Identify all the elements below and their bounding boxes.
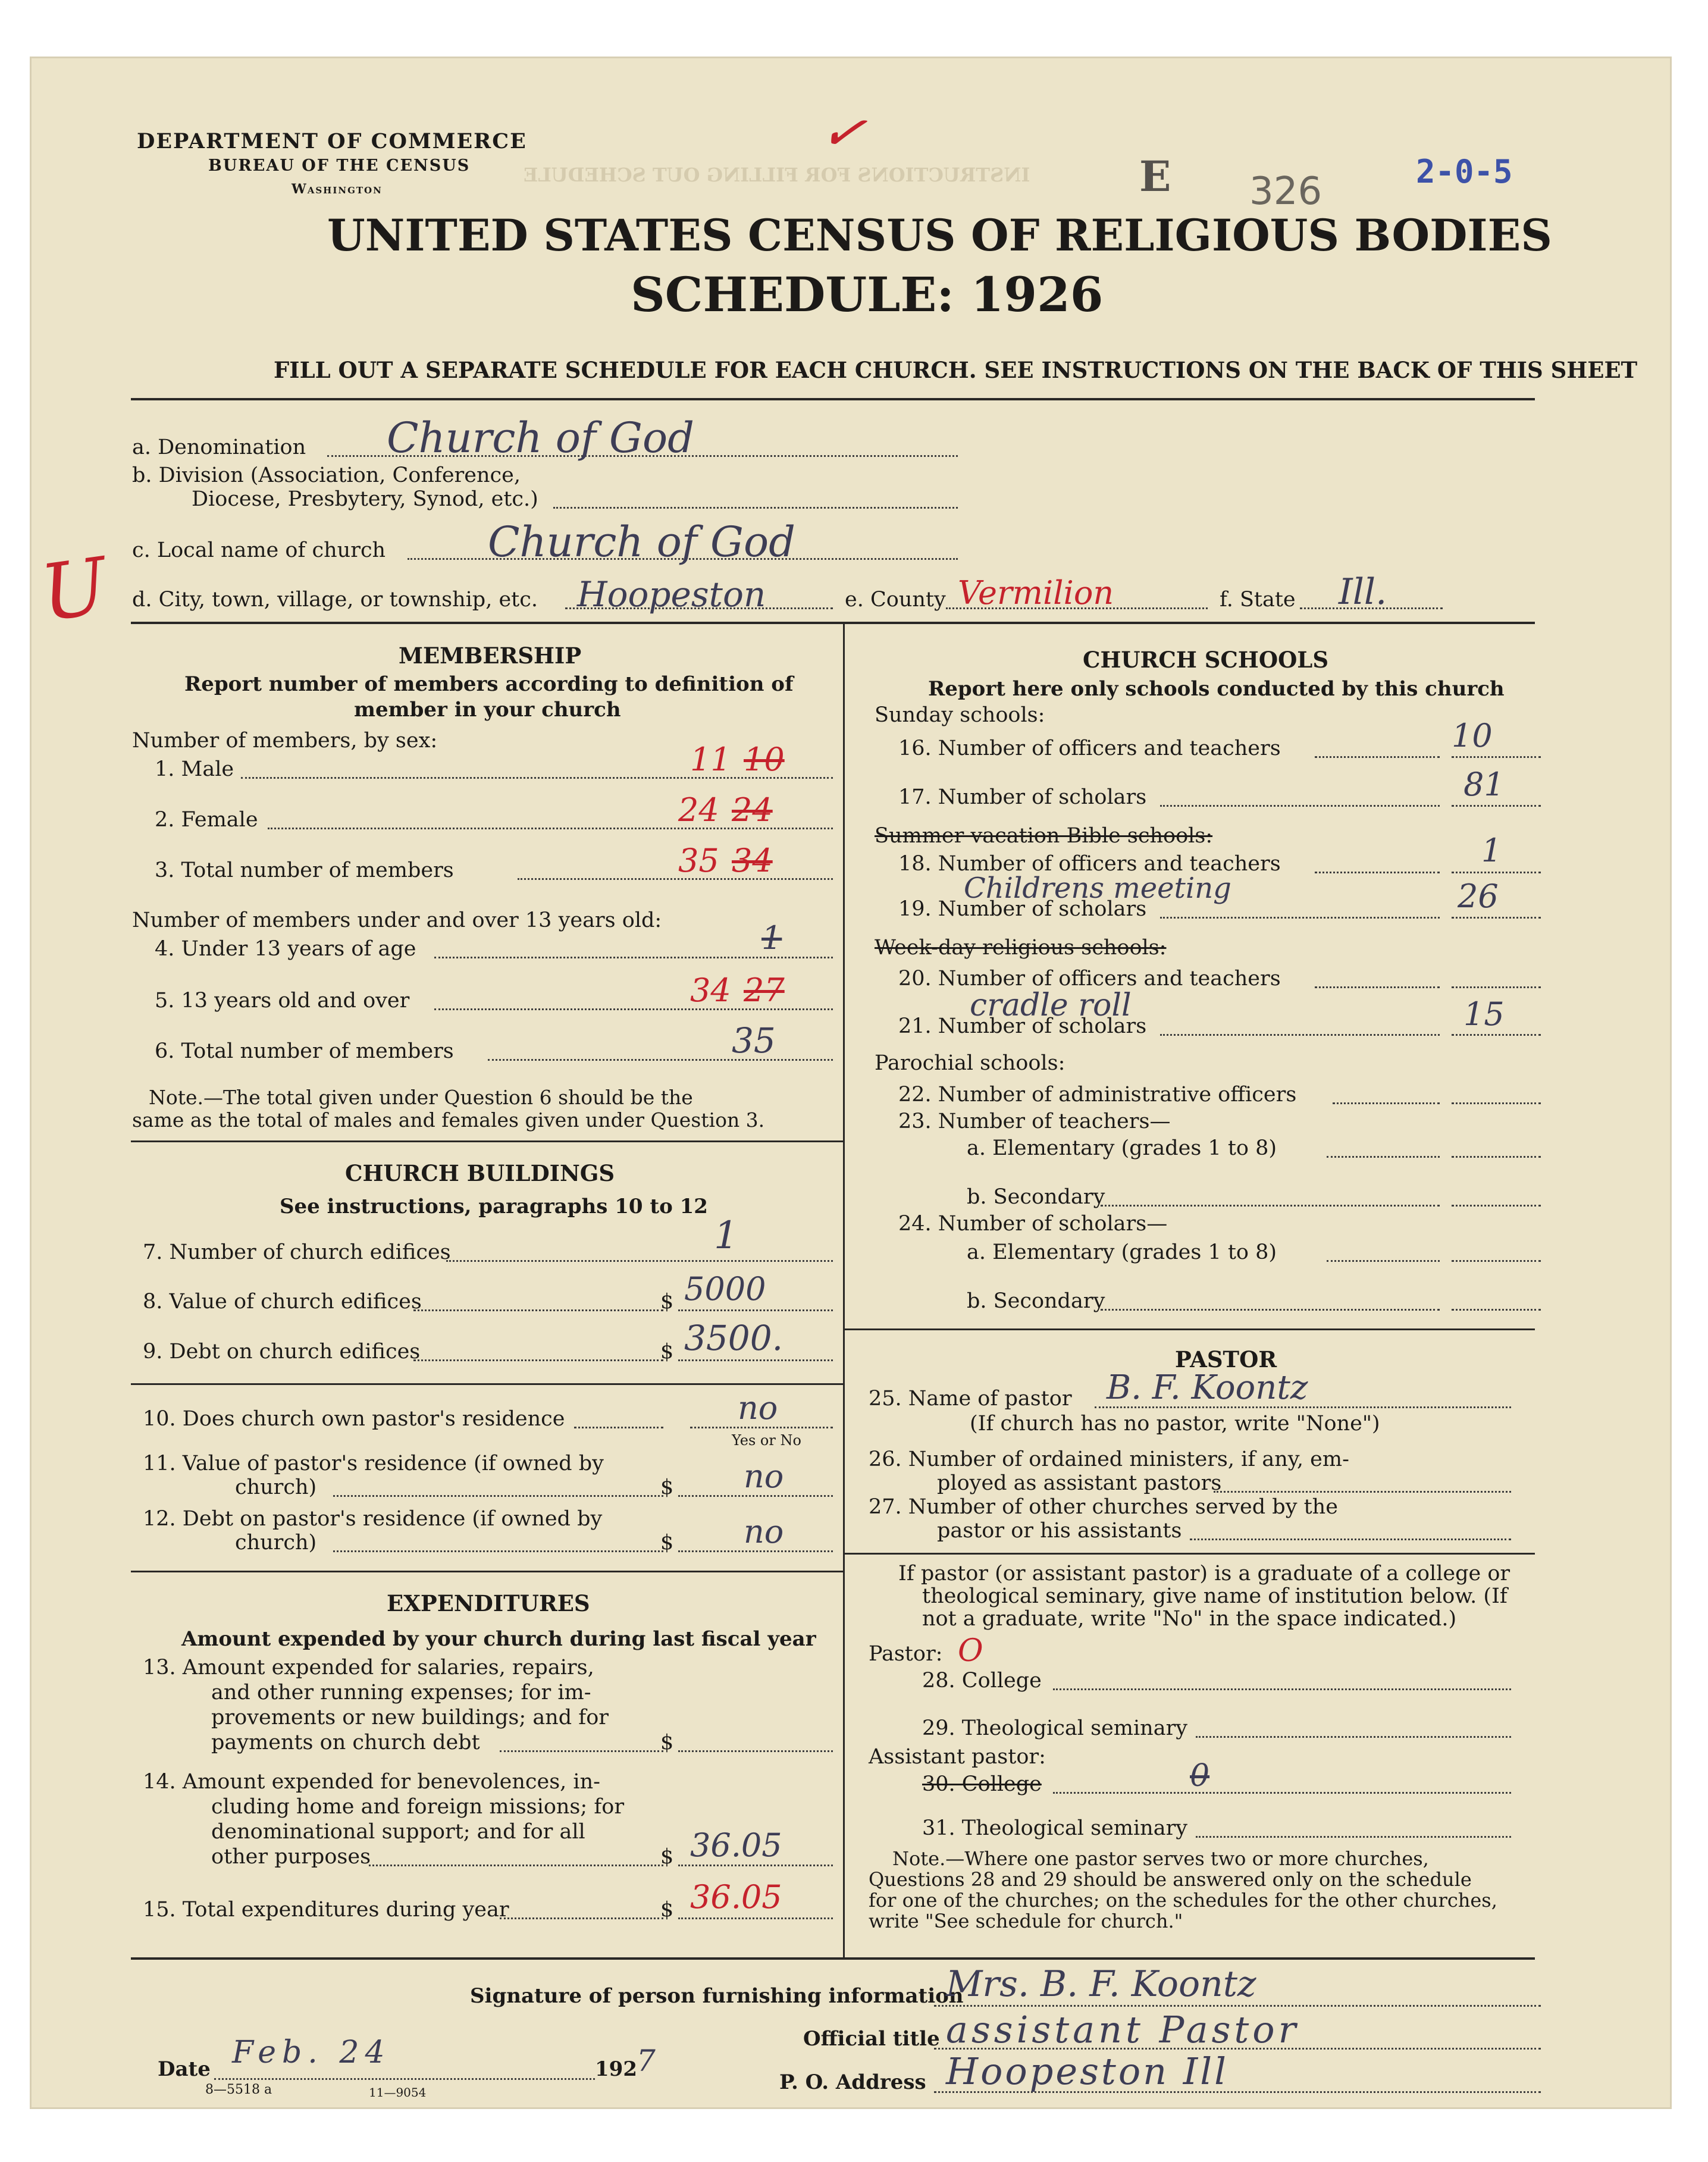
q20-label: 20. Number of officers and teachers [898, 967, 1281, 991]
q13-amount-line [678, 1750, 833, 1752]
column-divider [843, 622, 845, 1957]
q14-value: 36.05 [690, 1826, 782, 1864]
q30-label: 30. College [922, 1772, 1042, 1796]
schools-heading: CHURCH SCHOOLS [1083, 647, 1329, 673]
age-heading: Number of members under and over 13 years old: [132, 908, 662, 932]
denomination-label: a. Denomination [132, 435, 306, 459]
q4-under13-value: 1 [761, 919, 782, 957]
q7-line [446, 1260, 833, 1262]
q29-label: 29. Theological seminary [922, 1716, 1188, 1740]
q27-label-2: pastor or his assistants [937, 1519, 1182, 1543]
date-label: Date [158, 2057, 211, 2081]
q5-over13-value: 34 [690, 972, 731, 1009]
q26-label-2: ployed as assistant pastors [937, 1471, 1222, 1495]
schools-sub: Report here only schools conducted by this church [928, 677, 1505, 701]
q19-label: 19. Number of scholars [898, 897, 1147, 921]
q31-line [1196, 1836, 1511, 1838]
q9-dollar: $ [660, 1340, 674, 1364]
q24b-label: b. Secondary [967, 1289, 1105, 1313]
back-side-ghost-heading: INSTRUCTIONS FOR FILLING OUT SCHEDULE [524, 164, 1030, 186]
expenditures-sub: Amount expended by your church during last fiscal year [181, 1627, 816, 1651]
q28-line [1053, 1688, 1511, 1690]
q10-answer-line [690, 1427, 833, 1428]
q21-answer-line [1452, 1034, 1541, 1036]
q11-value-label: 11. Value of pastor's residence (if owned by [143, 1452, 604, 1475]
q1-male-struck: 10 [744, 741, 785, 778]
q10-line [574, 1427, 663, 1428]
q9-value: 3500. [684, 1318, 784, 1358]
date-line [214, 2078, 595, 2080]
q17-label: 17. Number of scholars [898, 785, 1147, 809]
q13-line-1: 13. Amount expended for salaries, repairs, [143, 1656, 594, 1680]
q25-hint: (If church has no pastor, write "None") [970, 1412, 1380, 1436]
q12-amount-line [678, 1550, 833, 1552]
q11-dollar: $ [660, 1475, 674, 1499]
local-name-value: Church of God [488, 518, 795, 566]
q19-line [1160, 917, 1440, 919]
q23b-line [1101, 1205, 1440, 1207]
q23a-answer-line [1452, 1156, 1541, 1158]
summer-schools-label: Summer vacation Bible schools: [875, 824, 1213, 848]
official-title-label: Official title [803, 2027, 940, 2051]
q23a-label: a. Elementary (grades 1 to 8) [967, 1136, 1277, 1160]
q8-value: 5000 [684, 1270, 766, 1308]
q8-value-label: 8. Value of church edifices [143, 1290, 422, 1314]
division-line [553, 507, 958, 509]
state-value: Ill. [1339, 571, 1387, 613]
graduate-instruction-3: not a graduate, write "No" in the space indicated.) [922, 1607, 1457, 1631]
membership-rule [131, 1140, 843, 1142]
q9-line [413, 1359, 663, 1361]
q27-label: 27. Number of other churches served by the [869, 1495, 1338, 1519]
q12-line [333, 1550, 663, 1552]
q13-line-3: provements or new buildings; and for [211, 1706, 609, 1729]
q21-value: 15 [1463, 995, 1505, 1033]
schedule-title: SCHEDULE: 1926 [631, 267, 1104, 322]
weekday-schools-label: Week-day religious schools: [875, 936, 1167, 960]
pastor-heading: PASTOR [1175, 1346, 1277, 1373]
q11-amount-line [678, 1495, 833, 1497]
q29-line [1196, 1736, 1511, 1738]
q22-answer-line [1452, 1102, 1541, 1104]
signature-value: Mrs. B. F. Koontz [946, 1963, 1256, 2005]
stamp-letter: E [1139, 152, 1171, 201]
residence-rule [131, 1571, 843, 1572]
q24b-answer-line [1452, 1309, 1541, 1311]
q3-line [518, 878, 833, 880]
q22-line [1333, 1102, 1440, 1104]
division-label-2: Diocese, Presbytery, Synod, etc.) [192, 487, 538, 511]
q9-debt-label: 9. Debt on church edifices [143, 1340, 421, 1364]
q23-label: 23. Number of teachers— [898, 1110, 1171, 1133]
q16-value: 10 [1452, 717, 1493, 754]
q11-value: no [744, 1458, 784, 1495]
official-title-value: assistant Pastor [946, 2008, 1300, 2051]
graduate-instruction: If pastor (or assistant pastor) is a graduate of a college or [898, 1562, 1510, 1586]
q7-edifices-value: 1 [714, 1214, 738, 1258]
q18-label: 18. Number of officers and teachers [898, 852, 1281, 876]
department-name: DEPARTMENT OF COMMERCE [137, 129, 527, 153]
q4-line [434, 957, 833, 958]
q14-line-3: denominational support; and for all [211, 1820, 585, 1844]
county-value: Vermilion [958, 574, 1114, 612]
q16-answer-line [1452, 756, 1541, 758]
q20-line [1315, 986, 1440, 988]
signature-label: Signature of person furnishing information [470, 1984, 964, 2008]
bureau-city: Washington [292, 181, 383, 197]
q20-answer-line [1452, 986, 1541, 988]
date-value: Feb. 24 [232, 2035, 391, 2070]
q17-answer-line [1452, 805, 1541, 807]
print-number: 11—9054 [369, 2085, 427, 2100]
q16-label: 16. Number of officers and teachers [898, 737, 1281, 760]
q2-female-label: 2. Female [155, 808, 258, 832]
footer-rule [131, 1957, 1535, 1960]
parochial-schools-label: Parochial schools: [875, 1051, 1065, 1075]
membership-intro: Report number of members according to definition of [184, 672, 794, 696]
q15-amount-line [678, 1917, 833, 1919]
q31-label: 31. Theological seminary [922, 1816, 1188, 1840]
q15-value: 36.05 [690, 1878, 782, 1916]
q13-line-4: payments on church debt [211, 1731, 480, 1754]
schools-rule [843, 1328, 1535, 1330]
q10-residence-label: 10. Does church own pastor's residence [143, 1407, 565, 1431]
q15-dollar: $ [660, 1898, 674, 1922]
pastor-note-4: write "See schedule for church." [869, 1910, 1183, 1932]
city-label: d. City, town, village, or township, etc. [132, 588, 538, 612]
membership-intro-2: member in your church [354, 698, 621, 722]
bureau-name: BUREAU OF THE CENSUS [208, 156, 471, 175]
q1-male-value: 11 [690, 741, 731, 778]
membership-note: Note.—The total given under Question 6 should be the [149, 1086, 693, 1109]
q14-line-2: cluding home and foreign missions; for [211, 1795, 625, 1819]
q15-line [500, 1917, 663, 1919]
q14-dollar: $ [660, 1845, 674, 1869]
separate-schedule-instruction: FILL OUT A SEPARATE SCHEDULE FOR EACH CHURCH. SEE INSTRUCTIONS ON THE BACK OF THIS SHEET [274, 357, 1638, 383]
q3-total-label: 3. Total number of members [155, 858, 454, 882]
expenditures-heading: EXPENDITURES [387, 1590, 590, 1616]
q5-over13-label: 5. 13 years old and over [155, 989, 410, 1013]
county-label: e. County [845, 588, 946, 612]
q2-female-value: 24 [678, 791, 719, 829]
q24b-line [1101, 1309, 1440, 1311]
q23b-answer-line [1452, 1205, 1541, 1207]
q19-note: Childrens meeting [964, 872, 1231, 905]
q18-answer-line [1452, 872, 1541, 873]
q12-dollar: $ [660, 1531, 674, 1555]
q14-line [369, 1865, 663, 1866]
q6-total-value: 35 [732, 1020, 776, 1061]
q3-total-struck: 34 [732, 842, 773, 879]
filing-code: 2-0-5 [1416, 153, 1513, 190]
graduate-instruction-2: theological seminary, give name of institution below. (If [922, 1584, 1508, 1608]
q8-line [413, 1309, 663, 1311]
census-schedule-sheet [30, 57, 1672, 2109]
po-address-value: Hoopeston Ill [946, 2050, 1228, 2093]
year-suffix: 7 [637, 2044, 656, 2078]
pastor-note-2: Questions 28 and 29 should be answered only on the schedule [869, 1868, 1472, 1891]
year-prefix: 192 [595, 2057, 637, 2081]
q18-line [1315, 872, 1440, 873]
q14-line-4: other purposes [211, 1845, 371, 1869]
pastor-note: Note.—Where one pastor serves two or more churches, [892, 1847, 1429, 1870]
division-label: b. Division (Association, Conference, [132, 463, 521, 487]
header-rule [131, 398, 1535, 400]
q3-total-value: 35 [678, 842, 719, 879]
q1-male-label: 1. Male [155, 757, 234, 781]
q24a-label: a. Elementary (grades 1 to 8) [967, 1240, 1277, 1264]
form-number: 8—5518 a [205, 2082, 272, 2097]
q27-line [1190, 1539, 1511, 1540]
q19-answer-line [1452, 917, 1541, 919]
q25-value: B. F. Koontz [1107, 1368, 1308, 1407]
q24a-answer-line [1452, 1260, 1541, 1262]
q24-label: 24. Number of scholars— [898, 1212, 1168, 1236]
q17-line [1160, 805, 1440, 807]
membership-note-2: same as the total of males and females given under Question 3. [132, 1108, 765, 1132]
q26-line [1214, 1491, 1511, 1493]
q18-value: 1 [1481, 832, 1502, 869]
q12-debt-label-2: church) [235, 1531, 317, 1555]
pastor-note-3: for one of the churches; on the schedules for the other churches, [869, 1889, 1497, 1912]
q12-value: no [744, 1513, 784, 1550]
q21-label: 21. Number of scholars [898, 1014, 1147, 1038]
red-checkmark: ✓ [816, 98, 871, 167]
city-value: Hoopeston [577, 574, 766, 615]
q26-label: 26. Number of ordained ministers, if any, em- [869, 1447, 1349, 1471]
q10-value: no [738, 1389, 778, 1427]
q9-amount-line [678, 1359, 833, 1361]
po-address-label: P. O. Address [779, 2070, 926, 2094]
q10-hint: Yes or No [732, 1432, 801, 1449]
q6-line [488, 1059, 833, 1061]
q19-value: 26 [1458, 878, 1499, 915]
q11-line [333, 1495, 663, 1497]
q2-female-struck: 24 [732, 791, 773, 829]
q23b-label: b. Secondary [967, 1185, 1105, 1209]
q25-label: 25. Name of pastor [869, 1387, 1072, 1411]
stamp-number: 326 [1249, 170, 1322, 214]
identity-rule [131, 622, 1535, 624]
denomination-value: Church of God [387, 413, 694, 462]
q24a-line [1327, 1260, 1440, 1262]
q13-line [500, 1750, 663, 1752]
q21-note: cradle roll [970, 988, 1132, 1023]
q5-over13-struck: 27 [744, 972, 785, 1009]
q28-label: 28. College [922, 1669, 1042, 1693]
membership-heading: MEMBERSHIP [399, 643, 582, 669]
q15-total-label: 15. Total expenditures during year [143, 1898, 509, 1922]
q21-line [1160, 1034, 1440, 1036]
q11-value-label-2: church) [235, 1475, 317, 1499]
buildings-heading: CHURCH BUILDINGS [345, 1160, 615, 1186]
sunday-schools-label: Sunday schools: [875, 703, 1045, 727]
red-u-mark: U [35, 540, 113, 639]
q22-label: 22. Number of administrative officers [898, 1083, 1297, 1107]
q12-debt-label: 12. Debt on pastor's residence (if owned by [143, 1507, 603, 1531]
q23a-line [1327, 1156, 1440, 1158]
q8-dollar: $ [660, 1290, 674, 1314]
q30-line [1053, 1792, 1511, 1794]
q7-edifices-label: 7. Number of church edifices [143, 1240, 451, 1264]
q13-line-2: and other running expenses; for im- [211, 1681, 591, 1704]
pastor-rule [843, 1553, 1535, 1555]
q14-amount-line [678, 1865, 833, 1866]
local-name-label: c. Local name of church [132, 538, 386, 562]
q4-under13-label: 4. Under 13 years of age [155, 937, 416, 961]
assistant-pastor-label: Assistant pastor: [869, 1745, 1046, 1769]
form-title: UNITED STATES CENSUS OF RELIGIOUS BODIES [327, 210, 1552, 261]
state-label: f. State [1220, 588, 1296, 612]
q30-value: 0 [1190, 1758, 1210, 1794]
q13-dollar: $ [660, 1731, 674, 1754]
q16-line [1315, 756, 1440, 758]
q6-total-label: 6. Total number of members [155, 1039, 454, 1063]
members-by-sex-label: Number of members, by sex: [132, 729, 438, 753]
buildings-rule [131, 1383, 843, 1385]
buildings-sub: See instructions, paragraphs 10 to 12 [280, 1195, 708, 1218]
signature-line [934, 2005, 1541, 2007]
pastor-red-mark: O [958, 1633, 983, 1669]
pastor-label: Pastor: [869, 1642, 943, 1666]
q14-line-1: 14. Amount expended for benevolences, in- [143, 1770, 600, 1794]
q8-amount-line [678, 1309, 833, 1311]
q17-value: 81 [1463, 766, 1505, 803]
